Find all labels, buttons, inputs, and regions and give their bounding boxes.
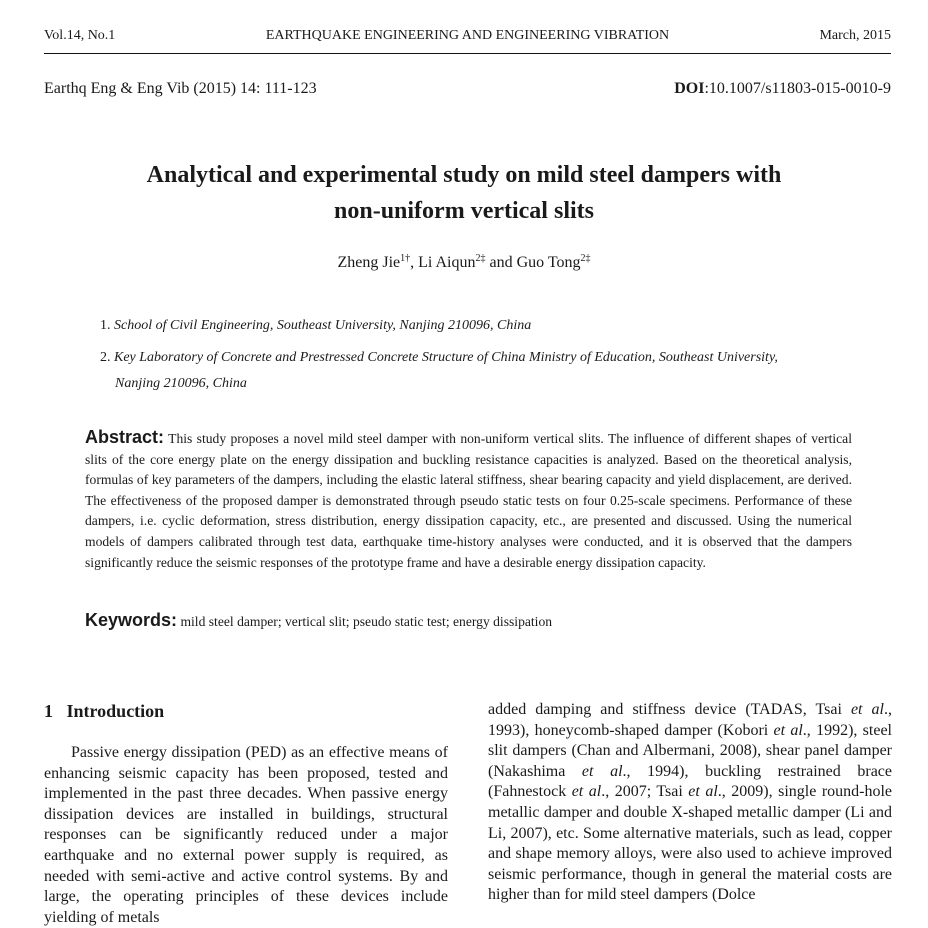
author-mark: 2‡ — [475, 253, 486, 264]
abstract — [85, 427, 852, 573]
affiliation-1: 1. School of Civil Engineering, Southeast University, Nanjing 210096, China — [100, 318, 532, 333]
author-list: Zheng Jie$^{1\dagger}$, Li Aiqun$^{2\ddagger}$ and Guo Tong$^{2\ddagger}$ — [337, 253, 591, 271]
doi-value: :10.1007/s11803-015-0010-9 — [704, 80, 891, 97]
header-volume: Vol.14, No.1 — [44, 28, 116, 43]
paper-title — [60, 157, 868, 229]
header-journal: EARTHQUAKE ENGINEERING AND ENGINEERING VIBRATION — [265, 28, 670, 43]
affiliation-2-continued: Nanjing 210096, China — [115, 376, 247, 391]
keywords-text: mild steel damper; vertical slit; pseudo static test; energy dissipation — [180, 614, 553, 629]
abstract-text: This study proposes a novel mild steel damper with non-uniform vertical slits. The influence of different shapes of vertical slits of the core energy plate on the energy dissipation and buckling resistance capacities is analyzed. Based on the theoretical analysis, formulas of key parameters of the dampers, including the elastic lateral stiffness, shear bearing capacity and yield displacement, are derived. The effectiveness of the proposed damper is demonstrated through pseudo static tests on four 0.25-scale specimens. Performance of these dampers, i.e. cyclic deformation, stress distribution, energy dissipation capacity, etc., are presented and discussed. Using the numerical models of dampers calibrated through test data, earthquake time-history analyses were conducted, and it is observed that the dampers significantly reduce the seismic responses of the prototype frame and have a desirable energy dissipation capacity. — [85, 431, 852, 570]
author-mark: 2‡ — [580, 253, 591, 264]
section-title: Introduction — [66, 701, 165, 721]
title-line-2: non-uniform vertical slits — [334, 198, 594, 224]
author-name: Guo Tong — [516, 254, 581, 271]
title-line-1: Analytical and experimental study on mild steel dampers with — [146, 162, 782, 188]
author-mark: 1† — [400, 253, 411, 264]
body-column-left: Passive energy dissipation (PED) as an effective means of enhancing seismic capacity has been proposed, tested and implemented in the past three decades. When passive energy dissipation devices are installed in buildings, structural responses can be significantly reduced under a major earthquake and no external power supply is required, as needed with semi-active and active control systems. By and large, the operating principles of these devices include yielding of metals — [44, 744, 448, 926]
header-rule — [44, 53, 891, 54]
section-heading — [44, 701, 164, 722]
header-date: March, 2015 — [819, 28, 891, 43]
section-number: 1 — [44, 701, 53, 721]
keywords — [85, 610, 552, 631]
body-column-right: added damping and stiffness device (TADAS, Tsai et al., 1993), honeycomb-shaped damper (Kobori et al., 1992), steel slit dampers (Chan and Albermani, 2008), shear panel damper (Nakashima et al., 1994), buckling restrained brace (Fahnestock et al., 2007; Tsai et al., 2009), single round-hole metallic damper and double X-shaped metallic damper (Li and Li, 2007), etc. Some alternative materials, such as lead, copper and shape memory alloys, were also used to achieve improved seismic performance, though in general the material costs are higher than for mild steel dampers (Dolce — [488, 701, 893, 904]
author-name: Zheng Jie — [337, 254, 401, 271]
citation-ref: Earthq Eng & Eng Vib (2015) 14: 111-123 — [44, 80, 317, 97]
running-header — [44, 28, 891, 48]
affiliation-2: 2. Key Laboratory of Concrete and Prestressed Concrete Structure of China Ministry of Education, Southeast University, — [100, 350, 778, 365]
keywords-label: Keywords: — [85, 610, 178, 630]
author-name: Li Aiqun — [418, 254, 476, 271]
abstract-label: Abstract: — [85, 427, 165, 447]
doi-label: DOI — [674, 80, 705, 97]
doi[interactable] — [674, 80, 891, 98]
